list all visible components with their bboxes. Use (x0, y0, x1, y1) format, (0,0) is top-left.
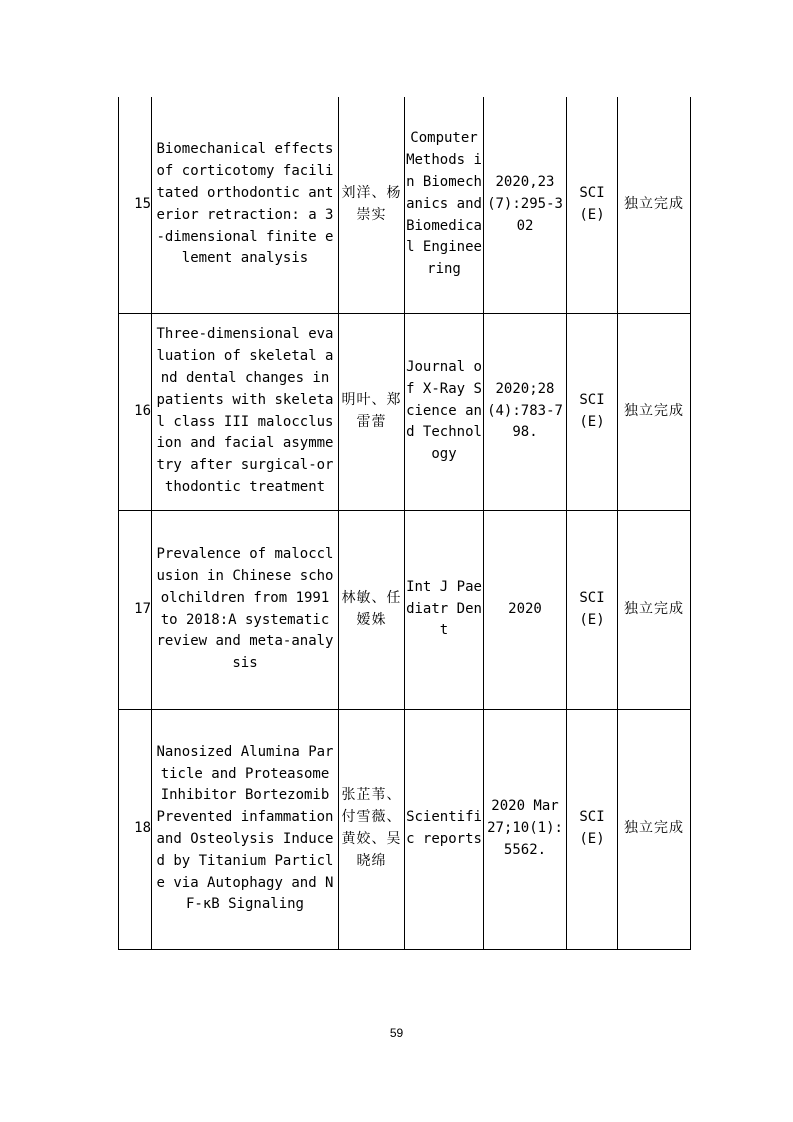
completion-status: 独立完成 (618, 510, 691, 709)
row-number: 18 (119, 709, 152, 949)
completion-status: 独立完成 (618, 709, 691, 949)
authors: 刘洋、杨崇实 (339, 97, 405, 313)
paper-title: Prevalence of malocclusion in Chinese schoolchildren from 1991 to 2018:A systematic review and meta‐analysis (152, 510, 339, 709)
page-number: 59 (389, 1026, 404, 1040)
authors: 张芷苇、付雪薇、黄姣、吴晓绵 (339, 709, 405, 949)
table-row (119, 709, 691, 949)
publications-table (118, 97, 691, 950)
publication-info: 2020,23(7):295-302 (484, 97, 567, 313)
index-type: SCI(E) (567, 97, 618, 313)
journal-name: Computer Methods in Biomechanics and Biomedical Engineering (405, 97, 484, 313)
row-number: 15 (119, 97, 152, 313)
journal-name: Journal of X-Ray Science and Technology (405, 313, 484, 510)
authors: 林敏、任嫒姝 (339, 510, 405, 709)
row-number: 17 (119, 510, 152, 709)
paper-title: Nanosized Alumina Particle and Proteasome Inhibitor Bortezomib Prevented infammation and Osteolysis Induced by Titanium Particle via Autophagy and NF-κB Signaling (152, 709, 339, 949)
index-type: SCI(E) (567, 313, 618, 510)
paper-title: Three-dimensional evaluation of skeletal and dental changes in patients with skeletal class III malocclusion and facial asymmetry after surgical-orthodontic treatment (152, 313, 339, 510)
table-row (119, 313, 691, 510)
journal-name: Scientific reports (405, 709, 484, 949)
completion-status: 独立完成 (618, 97, 691, 313)
publication-info: 2020;28(4):783-798. (484, 313, 567, 510)
publication-info: 2020 (484, 510, 567, 709)
table-row (119, 97, 691, 313)
paper-title: Biomechanical effects of corticotomy facilitated orthodontic anterior retraction: a 3-dimensional finite element analysis (152, 97, 339, 313)
publication-info: 2020 Mar 27;10(1):5562. (484, 709, 567, 949)
table-row (119, 510, 691, 709)
index-type: SCI(E) (567, 709, 618, 949)
completion-status: 独立完成 (618, 313, 691, 510)
journal-name: Int J Paediatr Dent (405, 510, 484, 709)
index-type: SCI(E) (567, 510, 618, 709)
row-number: 16 (119, 313, 152, 510)
authors: 明叶、郑雷蕾 (339, 313, 405, 510)
